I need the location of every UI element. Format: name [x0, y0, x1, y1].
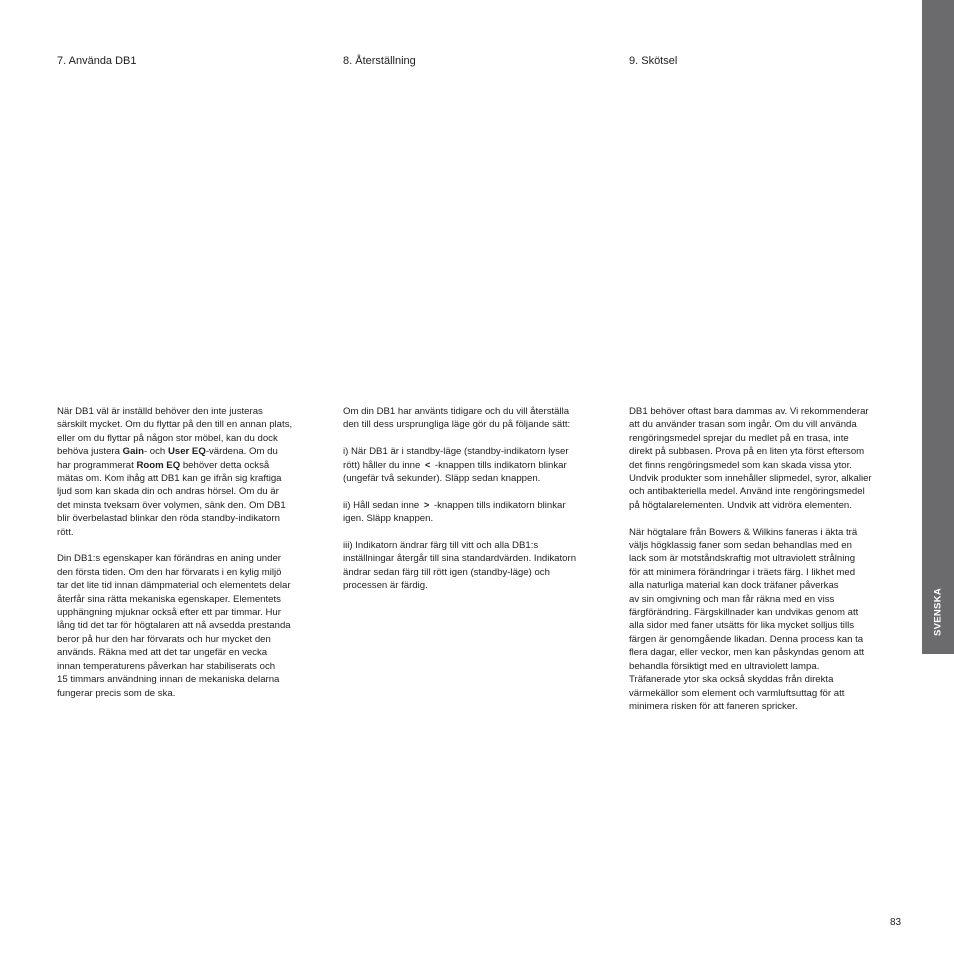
- text-line: färgen är genomgående likadan. Denna process kan ta: [629, 633, 864, 645]
- text-line: den till dess ursprungliga läge gör du på följande sätt:: [343, 419, 571, 431]
- text-line: fungerar precis som de ska.: [57, 687, 176, 699]
- user-eq-term: User EQ: [167, 446, 206, 458]
- reset-step-2: [343, 499, 623, 526]
- section-body-care: [629, 405, 914, 727]
- text-line: [57, 445, 337, 458]
- text-line: färgförändring. Färgskillnader kan undvikas genom att: [629, 607, 859, 619]
- gain-term: Gain: [122, 446, 144, 458]
- text-line: används. Räkna med att det tar ungefär en vecka: [57, 647, 268, 659]
- text-line: direkt på subbasen. Prova på en liten yta först eftersom: [629, 446, 865, 458]
- text-run: -knappen tills indikatorn blinkar: [432, 459, 567, 471]
- section-heading-care: 9. Skötsel: [629, 55, 678, 67]
- text-line: När högtalare från Bowers & Wilkins faneras i äkta trä: [629, 526, 858, 538]
- text-line: minimera risken för att faneren spricker.: [629, 700, 798, 712]
- section-heading-reset: 8. Återställning: [343, 55, 416, 67]
- text-line: alla sidor med faner utsätts för lika mycket solljus tills: [629, 620, 854, 632]
- text-line: (ungefär två sekunder). Släpp sedan knappen.: [343, 473, 541, 485]
- text-line: i) När DB1 är i standby-läge (standby-indikatorn lyser: [343, 446, 569, 458]
- paragraph: [57, 405, 337, 539]
- text-line: värmekällor som element och varmluftsuttag för att: [629, 687, 845, 699]
- text-line: det finns rengöringsmedel som kan skada vissa ytor.: [629, 459, 852, 471]
- text-line: det minsta tveksam över volymen, sänk den. Om DB1: [57, 499, 286, 511]
- text-line: för att minimera förändringar i träets färg. I likhet med: [629, 566, 856, 578]
- text-line: iii) Indikatorn ändrar färg till vitt och alla DB1:s: [343, 540, 539, 552]
- text-line: igen. Släpp knappen.: [343, 513, 434, 525]
- text-line: [57, 459, 337, 472]
- text-line: Din DB1:s egenskaper kan förändras en aning under: [57, 553, 281, 565]
- text-line: ljud som kan skada din och andras hörsel. Om du är: [57, 486, 279, 498]
- paragraph: [343, 405, 623, 432]
- text-line: Om din DB1 har använts tidigare och du vill återställa: [343, 406, 570, 417]
- text-line: eller om du flyttar på någon stor möbel, kan du dock: [57, 432, 278, 444]
- text-run: - och: [143, 446, 168, 458]
- text-line: DB1 behöver oftast bara dammas av. Vi rekommenderar: [629, 406, 869, 417]
- text-line: särskilt mycket. Om du flyttar på den till en annan plats,: [57, 419, 293, 431]
- language-side-tab: [922, 0, 954, 654]
- text-line: inställningar återgår till sina standardvärden. Indikatorn: [343, 553, 577, 565]
- section-body-using-db1: [57, 405, 337, 713]
- reset-step-3: [343, 539, 623, 593]
- text-line: på högtalarelementen. Undvik att vidröra elementen.: [629, 499, 852, 511]
- text-line: 15 timmars användning innan de mekaniska delarna: [57, 674, 280, 686]
- text-run: ii) Håll sedan inne: [343, 499, 422, 511]
- text-line: När DB1 väl är inställd behöver den inte justeras: [57, 406, 263, 417]
- text-run: rött) håller du inne: [343, 459, 423, 471]
- text-run: har programmerat: [57, 459, 137, 471]
- text-line: väljs högklassig faner som sedan behandlas med en: [629, 540, 852, 552]
- text-run: behöver detta också: [180, 459, 270, 471]
- text-line: lång tid det tar för högtalaren att nå avsedda prestanda: [57, 620, 291, 632]
- room-eq-term: Room EQ: [136, 459, 181, 471]
- text-line: processen är färdig.: [343, 580, 428, 592]
- text-line: [343, 459, 623, 472]
- reset-step-1: [343, 445, 623, 485]
- text-run: -värdena. Om du: [205, 446, 278, 458]
- paragraph: [629, 405, 914, 512]
- text-line: alla naturliga material kan dock träfaner påverkas: [629, 580, 839, 592]
- text-line: innan temperaturens påverkan har stabiliserats och: [57, 660, 276, 672]
- text-line: och antibakteriella medel. Använd inte rengöringsmedel: [629, 486, 865, 498]
- text-line: Träfanerade ytor ska också skyddas från direkta: [629, 674, 834, 686]
- text-line: tar det lite tid innan dämpmaterial och elementets delar: [57, 580, 291, 592]
- text-line: den första tiden. Om den har förvarats i en kylig miljö: [57, 566, 282, 578]
- text-line: att du använder trasan som ingår. Om du vill använda: [629, 419, 857, 431]
- text-line: flera dagar, eller veckor, men kan påskyndas genom att: [629, 647, 865, 659]
- page-number: 83: [890, 917, 902, 928]
- paragraph: [57, 552, 337, 699]
- text-line: beror på hur den har förvarats och hur mycket den: [57, 633, 271, 645]
- text-line: mätas om. Kom ihåg att DB1 kan ge ifrån sig kraftiga: [57, 473, 282, 485]
- text-line: rengöringsmedel sprejar du medlet på en trasa, inte: [629, 432, 849, 444]
- chevron-left-icon: <: [425, 459, 431, 470]
- text-line: blir överbelastad blinkar den röda standby-indikatorn: [57, 513, 280, 525]
- paragraph: [629, 526, 914, 714]
- section-heading-using-db1: 7. Använda DB1: [57, 55, 137, 67]
- text-line: återfår sina rätta mekaniska egenskaper. Elementets: [57, 593, 281, 605]
- text-line: av sin omgivning och man får räkna med en viss: [629, 593, 835, 605]
- text-run: behöva justera: [57, 446, 123, 458]
- text-line: rött.: [57, 526, 74, 538]
- text-line: behandla försiktigt med en ultraviolett lampa.: [629, 660, 820, 672]
- text-line: ändrar sedan färg till rött igen (standby-läge) och: [343, 566, 550, 578]
- chevron-right-icon: >: [423, 499, 430, 510]
- language-tab-label: SVENSKA: [932, 587, 944, 637]
- text-line: Undvik produkter som innehåller slipmedel, syror, alkalier: [629, 473, 872, 485]
- text-line: [343, 499, 623, 512]
- text-run: -knappen tills indikatorn blinkar: [431, 499, 566, 511]
- text-line: upphängning mjuknar också efter ett par timmar. Hur: [57, 607, 281, 619]
- section-body-reset: [343, 405, 623, 606]
- text-line: lack som är motståndskraftig mot ultraviolett strålning: [629, 553, 856, 565]
